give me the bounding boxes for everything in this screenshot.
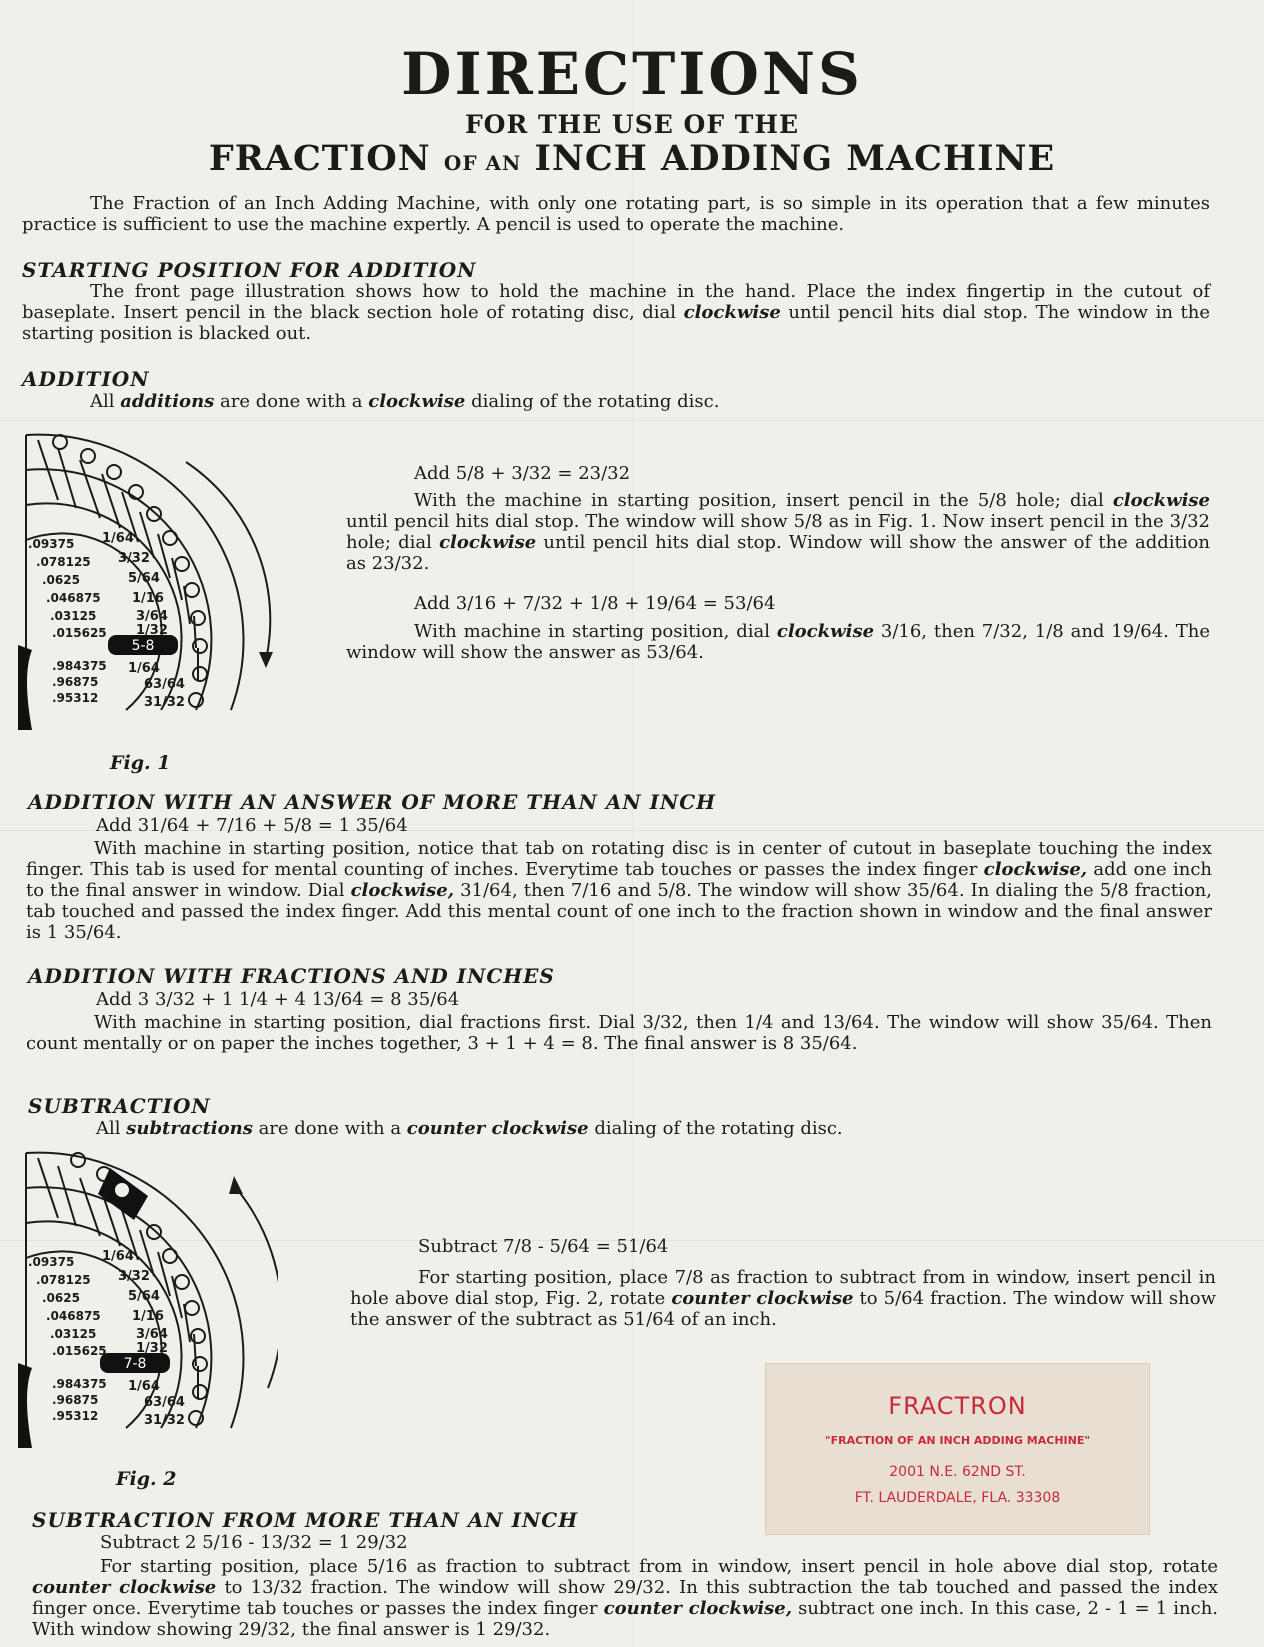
heading-addition-more: ADDITION WITH AN ANSWER OF MORE THAN AN INCH <box>28 790 717 814</box>
starting-text-b: until pencil hits dial stop. The window in the starting position is blacked out. <box>22 302 1210 344</box>
company-tagline: "FRACTION OF AN INCH ADDING MACHINE" <box>824 1434 1091 1447</box>
dial-decimal: .03125 <box>50 1327 97 1341</box>
dial-decimal: .96875 <box>52 675 99 689</box>
subtraction-example-title: Subtract 7/8 - 5/64 = 51/64 <box>418 1236 669 1257</box>
starting-position-paragraph <box>22 281 1210 344</box>
dial-fraction: 63/64 <box>144 677 185 692</box>
starting-text-a: The front page illustration shows how to hold the machine in the hand. Place the index fingertip in the cutout of baseplate. Insert pencil in the black section hole of rotating disc, dial <box>22 281 1210 323</box>
dial-decimal: .09375 <box>28 537 75 551</box>
submore-text-a: For starting position, place 5/16 as fraction to subtract from in window, insert pencil in hole above dial stop, rotate <box>100 1556 1218 1577</box>
dial-fraction: 3/32 <box>118 551 150 566</box>
dial-window-label: 7-8 <box>123 1356 147 1372</box>
ex2-text-b: 3/16, then 7/32, 1/8 and 19/64. The window will show the answer as 53/64. <box>346 621 1210 663</box>
company-label <box>765 1363 1150 1535</box>
company-brand: FRACTRON <box>888 1392 1027 1420</box>
dial-fraction: 5/64 <box>128 571 160 586</box>
ex2-text-a: With machine in starting position, dial <box>414 621 777 642</box>
heading-addition-inches: ADDITION WITH FRACTIONS AND INCHES <box>28 964 555 988</box>
subtraction-intro <box>96 1118 843 1139</box>
dial-decimal: .96875 <box>52 1393 99 1407</box>
dial-window-label: 5-8 <box>131 638 155 654</box>
subex-text-a: For starting position, place 7/8 as fraction to subtract from in window, insert pencil in hole above dial stop, Fig. 2, rotate <box>350 1267 1216 1309</box>
sub-em-a: subtractions <box>126 1118 253 1139</box>
dial-fraction: 1/64 <box>102 1249 134 1264</box>
ex1-em-2: clockwise <box>439 532 537 553</box>
dial-decimal: .015625 <box>52 1344 107 1358</box>
addmore-text-a: With machine in starting position, notice that tab on rotating disc is in center of cutout in baseplate touching the index finger. This tab is used for mental counting of inches. Everytime tab touches or passes the index finger <box>26 838 1212 880</box>
heading-starting-position: STARTING POSITION FOR ADDITION <box>22 258 477 282</box>
heading-subtraction: SUBTRACTION <box>28 1094 211 1118</box>
product-title-a: FRACTION <box>208 138 431 179</box>
dial-decimal: .078125 <box>36 1273 91 1287</box>
dial-decimal: .046875 <box>46 591 101 605</box>
ex1-text-a: With the machine in starting position, insert pencil in the 5/8 hole; dial <box>414 490 1113 511</box>
dial-fraction: 1/64 <box>128 1379 160 1394</box>
company-address-1: 2001 N.E. 62ND ST. <box>889 1464 1026 1480</box>
dial-fraction: 31/32 <box>144 695 185 710</box>
sub-line-c: dialing of the rotating disc. <box>588 1118 843 1139</box>
dial-fraction: 1/64 <box>128 661 160 676</box>
dial-fraction: 1/32 <box>136 623 168 638</box>
submore-text-b: to 13/32 fraction. The window will show 29/32. In this subtraction the tab touched and passed the index finger once. Everytime tab touches or passes the index finger <box>32 1577 1218 1619</box>
figure-1-caption: Fig. 1 <box>110 752 171 774</box>
dial-fraction: 1/64 <box>102 531 134 546</box>
dial-decimal: .95312 <box>52 1409 99 1423</box>
intro-text: The Fraction of an Inch Adding Machine, with only one rotating part, is so simple in its operation that a few minutes practice is sufficient to use the machine expertly. A pencil is used to operate the machine. <box>22 193 1210 235</box>
dial-fraction: 3/32 <box>118 1269 150 1284</box>
addmore-text-b: add one inch to the final answer in window. Dial <box>26 859 1212 901</box>
addition-inches-paragraph <box>26 1012 1212 1054</box>
sub-em-b: counter clockwise <box>406 1118 589 1139</box>
dial-fraction: 5/64 <box>128 1289 160 1304</box>
sub-line-a: All <box>96 1118 127 1139</box>
dial-decimal: .95312 <box>52 691 99 705</box>
page-subtitle: FOR THE USE OF THE <box>464 110 800 139</box>
submore-em-2: counter clockwise, <box>603 1598 793 1619</box>
dial-decimal: .015625 <box>52 626 107 640</box>
dial-decimal: .0625 <box>42 573 80 587</box>
intro-paragraph <box>22 193 1210 235</box>
starting-em: clockwise <box>683 302 781 323</box>
addition-line-c: dialing of the rotating disc. <box>465 391 720 412</box>
page-title: DIRECTIONS <box>401 40 863 108</box>
ex2-em: clockwise <box>776 621 875 642</box>
addition-em-b: clockwise <box>368 391 466 412</box>
submore-text-c: subtract one inch. In this case, 2 - 1 = 1 inch. With window showing 29/32, the final answer is 1 29/32. <box>32 1598 1219 1640</box>
dial-fraction: 31/32 <box>144 1413 185 1428</box>
addmore-text-c: 31/64, then 7/16 and 5/8. The window will show 35/64. In dialing the 5/8 fraction, tab touched and passed the index finger. Add this mental count of one inch to the fraction shown in window and the final answer is 1 35/64. <box>26 880 1212 943</box>
paper-fold <box>632 0 633 1647</box>
heading-subtraction-more: SUBTRACTION FROM MORE THAN AN INCH <box>32 1508 579 1532</box>
figure-2-caption: Fig. 2 <box>116 1468 177 1490</box>
addinches-text: With machine in starting position, dial fractions first. Dial 3/32, then 1/4 and 13/64. The window will show 35/64. Then count mentally or on paper the inches together, 3 + 1 + 4 = 8. The final answer is 8 35/64. <box>26 1012 1212 1054</box>
example-2-paragraph <box>346 621 1210 663</box>
addition-intro <box>90 391 719 412</box>
dial-fraction: 63/64 <box>144 1395 185 1410</box>
subex-text-b: to 5/64 fraction. The window will show the answer of the subtract as 51/64 of an inch. <box>350 1288 1217 1330</box>
dial-figure-1 <box>18 430 278 735</box>
product-title-of: OF AN <box>443 151 522 175</box>
dial-fraction: 1/16 <box>132 1309 164 1324</box>
submore-em-1: counter clockwise <box>32 1577 217 1598</box>
dial-fraction: 1/32 <box>136 1341 168 1356</box>
example-1-paragraph <box>346 490 1210 574</box>
addition-inches-example: Add 3 3/32 + 1 1/4 + 4 13/64 = 8 35/64 <box>96 989 460 1010</box>
ex1-text-b: until pencil hits dial stop. The window will show 5/8 as in Fig. 1. Now insert pencil in the 3/32 hole; dial <box>346 511 1210 553</box>
dial-decimal: .0625 <box>42 1291 80 1305</box>
addition-more-paragraph <box>26 838 1212 943</box>
subex-em: counter clockwise <box>671 1288 854 1309</box>
dial-decimal: .984375 <box>52 659 107 673</box>
dial-figure-2 <box>18 1148 278 1453</box>
example-2-title: Add 3/16 + 7/32 + 1/8 + 19/64 = 53/64 <box>414 593 776 614</box>
dial-fraction: 3/64 <box>136 1327 168 1342</box>
subtraction-more-paragraph <box>32 1556 1218 1640</box>
example-1-title: Add 5/8 + 3/32 = 23/32 <box>414 463 631 484</box>
ex1-em-1: clockwise <box>1112 490 1210 511</box>
addmore-em-2: clockwise, <box>350 880 454 901</box>
addition-line-a: All <box>90 391 121 412</box>
arrow-head-icon <box>229 1176 243 1194</box>
company-address-2: FT. LAUDERDALE, FLA. 33308 <box>854 1490 1061 1506</box>
product-title-b: INCH ADDING MACHINE <box>534 138 1056 179</box>
dial-decimal: .078125 <box>36 555 91 569</box>
addmore-em-1: clockwise, <box>983 859 1088 880</box>
product-title <box>0 138 1264 179</box>
arrow-head-icon <box>259 652 273 668</box>
dial-decimal: .984375 <box>52 1377 107 1391</box>
addition-more-example: Add 31/64 + 7/16 + 5/8 = 1 35/64 <box>96 815 408 836</box>
counter-clockwise-arrow-icon <box>236 1188 278 1388</box>
dial-fraction: 3/64 <box>136 609 168 624</box>
ex1-text-c: until pencil hits dial stop. Window will show the answer of the addition as 23/32. <box>346 532 1210 574</box>
subtraction-example-paragraph <box>350 1267 1216 1330</box>
dial-fraction: 1/16 <box>132 591 164 606</box>
addition-em-a: additions <box>120 391 215 412</box>
dial-decimal: .046875 <box>46 1309 101 1323</box>
addition-line-b: are done with a <box>214 391 369 412</box>
subtraction-more-example: Subtract 2 5/16 - 13/32 = 1 29/32 <box>100 1532 408 1553</box>
dial-decimal: .03125 <box>50 609 97 623</box>
dial-decimal: .09375 <box>28 1255 75 1269</box>
heading-addition: ADDITION <box>22 367 150 391</box>
sub-line-b: are done with a <box>252 1118 407 1139</box>
